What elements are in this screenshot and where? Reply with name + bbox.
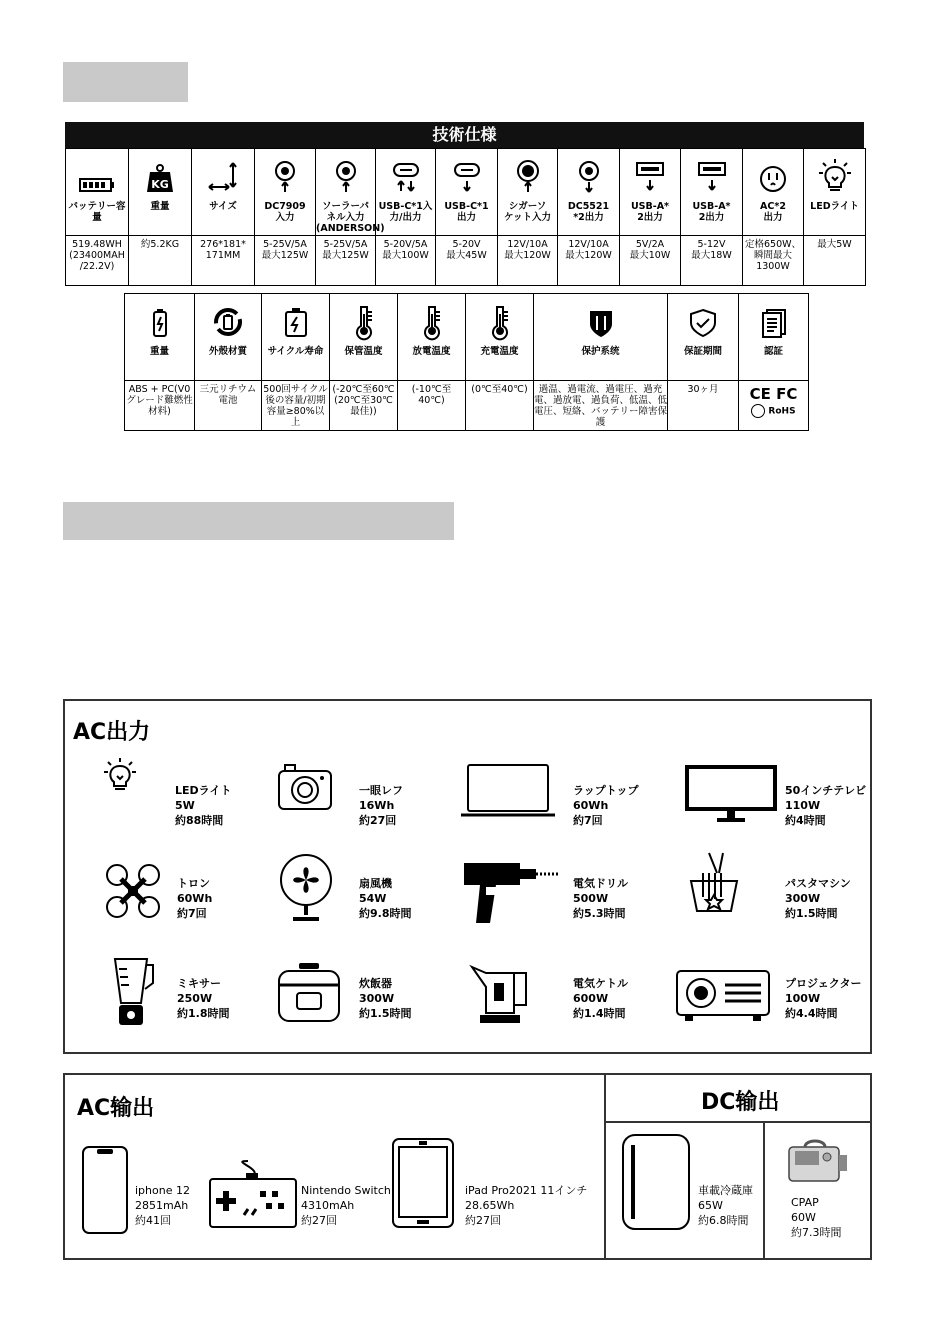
gamepad-icon: [208, 1159, 298, 1235]
spec-value: 30ヶ月: [668, 381, 739, 431]
spec-icon-cell: [398, 294, 466, 347]
item-time: 約41回: [135, 1214, 171, 1227]
spec-table-2: [124, 293, 809, 431]
spec-icon-cell: [262, 294, 330, 347]
item-power: 300W: [359, 992, 395, 1005]
laptop-icon: [460, 763, 556, 823]
tv-icon: [683, 763, 779, 829]
spec-icon-cell: [534, 294, 668, 347]
item-time: 約27回: [359, 814, 397, 827]
item-name: 扇風機: [359, 877, 392, 890]
spec-label: 外殻材質: [195, 346, 262, 381]
ac-output-item: [573, 783, 638, 828]
item-name: パスタマシン: [785, 877, 851, 890]
usb-a-out-icon: [681, 161, 742, 197]
spec-icon-cell: [316, 149, 376, 202]
item-time: 約27回: [465, 1214, 501, 1227]
spec-value: 定格650W、 瞬間最大 1300W: [743, 236, 804, 286]
spec-icon-cell: [66, 149, 129, 202]
item-name: 50インチテレビ: [785, 784, 867, 797]
ac-output-title: AC出力: [73, 720, 151, 745]
item-power: 60W: [791, 1211, 816, 1224]
spec-label: サイズ: [192, 201, 255, 236]
item-power: 16Wh: [359, 799, 395, 812]
ac-export-item: [465, 1183, 587, 1228]
solar-port-in-icon: [316, 161, 375, 197]
usb-c-bidirectional-icon: [376, 161, 435, 197]
ac-output-item: [785, 976, 862, 1021]
item-power: 110W: [785, 799, 821, 812]
spec-label: 保护系统: [534, 346, 668, 381]
spec-label: AC*2 出力: [743, 201, 804, 236]
dc-export-item: [698, 1183, 753, 1228]
spec-label: 重量: [125, 346, 195, 381]
fc-mark: FC: [776, 385, 798, 403]
projector-icon: [675, 963, 771, 1029]
rice-cooker-icon: [277, 961, 341, 1029]
spec-icon-cell: [804, 149, 866, 202]
spec-icon-cell: [376, 149, 436, 202]
spec-icon-cell: [129, 149, 192, 202]
ac-output-item: [785, 783, 866, 828]
spec-icon-cell: [255, 149, 316, 202]
spec-label: USB-C*1 出力: [436, 201, 498, 236]
item-time: 約4.4時間: [785, 1007, 838, 1020]
ac-output-item: [359, 876, 412, 921]
item-time: 約1.4時間: [573, 1007, 626, 1020]
rohs-mark: RoHS: [768, 406, 796, 417]
item-power: 54W: [359, 892, 387, 905]
usb-a-out-icon: [620, 161, 680, 197]
drone-icon: [103, 861, 163, 925]
spec-label: バッテリー容量: [66, 201, 129, 236]
item-name: Nintendo Switch: [301, 1184, 391, 1197]
item-name: iphone 12: [135, 1184, 190, 1197]
ce-mark: CE: [749, 385, 771, 403]
spec-icon-cell: [466, 294, 534, 347]
drill-icon: [460, 851, 560, 929]
item-power: 100W: [785, 992, 821, 1005]
item-power: 65W: [698, 1199, 723, 1212]
ac-export-item: [301, 1183, 391, 1228]
spec-icon-cell: [668, 294, 739, 347]
item-name: 一眼レフ: [359, 784, 403, 797]
item-name: ミキサー: [177, 977, 221, 990]
spec-icon-cell: [558, 149, 620, 202]
cycle-icon: [195, 306, 261, 342]
camera-icon: [277, 763, 333, 815]
spec-label: DC7909 入力: [255, 201, 316, 236]
export-panel: [63, 1073, 872, 1260]
spec-icon-cell: [681, 149, 743, 202]
spec-label: 放電温度: [398, 346, 466, 381]
spec-label: 重量: [129, 201, 192, 236]
dc-export-item: [791, 1195, 842, 1240]
item-name: プロジェクター: [785, 977, 862, 990]
item-power: 250W: [177, 992, 213, 1005]
tablet-icon: [391, 1137, 455, 1233]
ac-output-item: [785, 876, 851, 921]
spec-value: 5-20V/5A 最大100W: [376, 236, 436, 286]
spec-label: 充電温度: [466, 346, 534, 381]
pasta-machine-icon: [683, 851, 745, 929]
spec-icon-cell: [620, 149, 681, 202]
thermometer-icon: [398, 304, 465, 342]
item-time: 約7回: [573, 814, 603, 827]
item-power: 4310mAh: [301, 1199, 355, 1212]
smartphone-icon: [81, 1145, 129, 1239]
spec-value: 12V/10A 最大120W: [498, 236, 558, 286]
spec-label: LEDライト: [804, 201, 866, 236]
section-header-bar-2: [63, 502, 454, 540]
led-bulb-icon: [103, 756, 137, 796]
spec-label: DC5521 *2出力: [558, 201, 620, 236]
usb-c-out-icon: [436, 161, 497, 197]
spec-label: 保証期間: [668, 346, 739, 381]
led-bulb-icon: [804, 157, 865, 197]
spec-value: (-20℃至60℃ (20℃至30℃ 最佳)): [330, 381, 398, 431]
item-name: LEDライト: [175, 784, 232, 797]
item-time: 約5.3時間: [573, 907, 626, 920]
item-time: 約1.5時間: [359, 1007, 412, 1020]
cigarette-port-icon: [498, 161, 557, 197]
ac-output-item: [177, 876, 212, 921]
spec-icon-cell: [743, 149, 804, 202]
spec-icon-cell: [739, 294, 809, 347]
spec-title: 技術仕様: [65, 122, 864, 148]
item-power: 500W: [573, 892, 609, 905]
item-time: 約1.8時間: [177, 1007, 230, 1020]
ac-output-item: [175, 783, 231, 828]
spec-icon-cell: [436, 149, 498, 202]
cpap-icon: [785, 1137, 849, 1189]
item-power: 300W: [785, 892, 821, 905]
thermometer-icon: [466, 304, 533, 342]
item-name: 炊飯器: [359, 977, 392, 990]
spec-icon-cell: [192, 149, 255, 202]
item-time: 約4時間: [785, 814, 826, 827]
ac-output-item: [359, 976, 412, 1021]
spec-icon-cell: [498, 149, 558, 202]
dc-export-title: DC输出: [701, 1090, 780, 1115]
spec-value: 5-25V/5A 最大125W: [255, 236, 316, 286]
spec-value: (0℃至40℃): [466, 381, 534, 431]
divider-vertical: [604, 1075, 606, 1258]
item-time: 約9.8時間: [359, 907, 412, 920]
item-name: ラップトップ: [573, 784, 639, 797]
ac-output-item: [359, 783, 403, 828]
item-name: iPad Pro2021 11インチ: [465, 1184, 588, 1197]
item-name: 電気ドリル: [573, 877, 628, 890]
spec-label: USB-C*1入 力/出力: [376, 201, 436, 236]
spec-value: 519.48WH (23400MAH /22.2V): [66, 236, 129, 286]
spec-value: 5-12V 最大18W: [681, 236, 743, 286]
divider-vertical-2: [763, 1123, 765, 1258]
item-time: 約27回: [301, 1214, 337, 1227]
spec-label: シガーソ ケット入力: [498, 201, 558, 236]
spec-label: USB-A* 2出力: [620, 201, 681, 236]
item-time: 約7回: [177, 907, 207, 920]
blender-icon: [109, 955, 155, 1033]
battery-icon: [66, 177, 128, 197]
item-time: 約88時間: [175, 814, 224, 827]
spec-value: 5V/2A 最大10W: [620, 236, 681, 286]
item-power: 600W: [573, 992, 609, 1005]
item-power: 2851mAh: [135, 1199, 189, 1212]
ac-outlet-icon: [743, 165, 803, 197]
spec-icon-cell: [330, 294, 398, 347]
item-power: 60Wh: [177, 892, 213, 905]
spec-value: 5-20V 最大45W: [436, 236, 498, 286]
spec-value: 500回サイクル 後の容量/初期 容量≥80%以上: [262, 381, 330, 431]
item-name: 電気ケトル: [573, 977, 628, 990]
item-name: 車載冷蔵庫: [698, 1184, 753, 1197]
item-name: トロン: [177, 877, 210, 890]
spec-value: 最大5W: [804, 236, 866, 286]
spec-label: 保管温度: [330, 346, 398, 381]
spec-label: ソーラーパ ネル入力 (ANDERSON): [316, 201, 385, 234]
ac-output-item: [177, 976, 230, 1021]
divider-horizontal: [604, 1121, 870, 1123]
kettle-icon: [468, 959, 532, 1029]
spec-value: 過温、過電流、過電圧、過充 電、過放電、過負荷、低温、低 電圧、短絡、バッテリー障害保護: [534, 381, 668, 431]
battery-small-icon: [125, 308, 194, 342]
fan-icon: [277, 853, 335, 927]
spec-label: 認証: [739, 346, 809, 381]
shield-check-icon: [668, 308, 738, 342]
dc-port-in-icon: [255, 161, 315, 197]
spec-value: ABS + PC(V0 グレード難燃性 材料): [125, 381, 195, 431]
svg-text:KG: KG: [151, 178, 169, 191]
spec-value: 約5.2KG: [129, 236, 192, 286]
item-power: 28.65Wh: [465, 1199, 515, 1212]
item-time: 約1.5時間: [785, 907, 838, 920]
section-header-bar-1: [63, 62, 188, 102]
spec-icon-cell: [125, 294, 195, 347]
ac-export-item: [135, 1183, 190, 1228]
spec-icon-cell: [195, 294, 262, 347]
spec-label: サイクル寿命: [262, 346, 330, 381]
ac-output-item: [573, 976, 628, 1021]
spec-value: 276*181* 171MM: [192, 236, 255, 286]
spec-value: 三元リチウム 電池: [195, 381, 262, 431]
ac-export-title: AC输出: [77, 1096, 155, 1121]
ac-output-panel: [63, 699, 872, 1054]
spec-value: 5-25V/5A 最大125W: [316, 236, 376, 286]
dimension-arrows-icon: [192, 161, 254, 197]
car-fridge-icon: [621, 1133, 691, 1235]
item-time: 約7.3時間: [791, 1226, 842, 1239]
item-power: 60Wh: [573, 799, 609, 812]
spec-label: USB-A* 2出力: [681, 201, 743, 236]
charge-cycle-icon: [262, 306, 329, 342]
cert-marks: [739, 381, 809, 431]
ac-output-item: [573, 876, 628, 921]
document-icon: [739, 308, 808, 342]
shield-icon: [534, 308, 667, 342]
thermometer-icon: [330, 304, 397, 342]
spec-value: (-10℃至 40℃): [398, 381, 466, 431]
item-time: 約6.8時間: [698, 1214, 749, 1227]
spec-table-1: [65, 148, 866, 286]
dc5521-port-icon: [558, 161, 619, 197]
spec-value: 12V/10A 最大120W: [558, 236, 620, 286]
item-name: CPAP: [791, 1196, 819, 1209]
item-power: 5W: [175, 799, 195, 812]
weight-kg-icon: [129, 163, 191, 197]
